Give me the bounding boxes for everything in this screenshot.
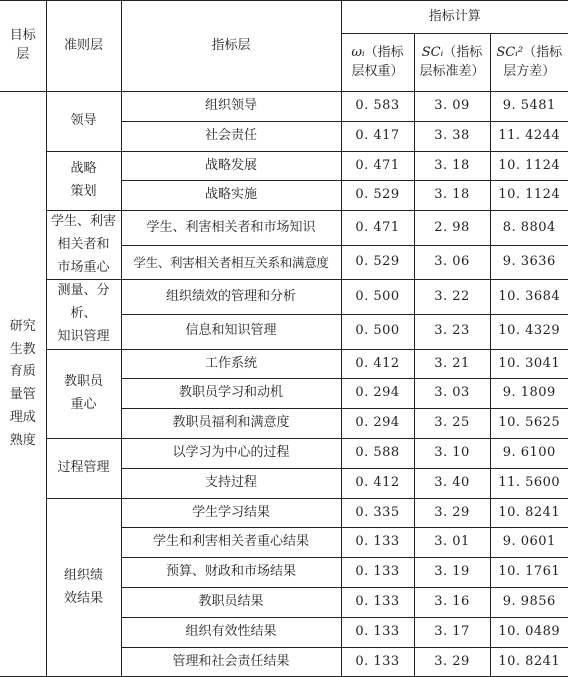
indicator-cell: 学生、利害相关者和市场知识 (121, 211, 341, 246)
weight-cell: 0. 500 (341, 280, 414, 315)
weight-cell: 0. 417 (341, 121, 414, 151)
indicator-cell: 组织领导 (121, 92, 341, 122)
weight-cell: 0. 412 (341, 468, 414, 498)
std-symbol: SCᵢ (421, 44, 444, 60)
indicator-cell: 教职员福利和满意度 (121, 409, 341, 439)
variance-symbol: SCᵢ² (496, 44, 524, 60)
criteria-cell: 领导 (46, 92, 121, 152)
table-row (0, 92, 568, 122)
std-cell: 3. 40 (414, 468, 490, 498)
variance-cell: 9. 9856 (490, 588, 568, 618)
variance-cell: 10. 1124 (490, 181, 568, 211)
std-label: （指标 层标准差） (419, 44, 485, 79)
weight-cell: 0. 529 (341, 181, 414, 211)
indicator-cell: 战略实施 (121, 181, 341, 211)
std-cell: 3. 19 (414, 558, 490, 588)
weight-cell: 0. 500 (341, 315, 414, 350)
table-row (0, 349, 568, 379)
variance-cell: 10. 0489 (490, 617, 568, 647)
indicator-cell: 教职员结果 (121, 588, 341, 618)
weight-cell: 0. 588 (341, 439, 414, 469)
std-cell: 2. 98 (414, 211, 490, 246)
indicator-cell: 信息和知识管理 (121, 315, 341, 350)
header-calc-group: 指标计算 (341, 1, 568, 34)
weight-cell: 0. 335 (341, 498, 414, 528)
variance-cell: 9. 5481 (490, 92, 568, 122)
variance-cell: 10. 3684 (490, 280, 568, 315)
table-row (0, 439, 568, 469)
variance-cell: 10. 1124 (490, 151, 568, 181)
std-cell: 3. 06 (414, 245, 490, 280)
weight-cell: 0. 412 (341, 349, 414, 379)
std-cell: 3. 16 (414, 588, 490, 618)
weight-cell: 0. 133 (341, 617, 414, 647)
header-variance (490, 34, 568, 92)
weight-cell: 0. 529 (341, 245, 414, 280)
indicator-cell: 教职员学习和动机 (121, 379, 341, 409)
table-row (0, 151, 568, 181)
std-cell: 3. 29 (414, 498, 490, 528)
std-cell: 3. 18 (414, 151, 490, 181)
table-row (0, 498, 568, 528)
variance-cell: 9. 0601 (490, 528, 568, 558)
std-cell: 3. 25 (414, 409, 490, 439)
indicator-cell: 战略发展 (121, 151, 341, 181)
variance-cell: 10. 5625 (490, 409, 568, 439)
header-target-layer: 目标 层 (0, 1, 46, 92)
std-cell: 3. 03 (414, 379, 490, 409)
header-weight (341, 34, 414, 92)
std-cell: 3. 18 (414, 181, 490, 211)
header-criteria-layer: 准则层 (46, 1, 121, 92)
variance-cell: 10. 1761 (490, 558, 568, 588)
indicator-cell: 组织有效性结果 (121, 617, 341, 647)
variance-cell: 11. 5600 (490, 468, 568, 498)
indicator-cell: 管理和社会责任结果 (121, 647, 341, 677)
variance-label: （指标 层方差） (503, 44, 563, 79)
std-cell: 3. 10 (414, 439, 490, 469)
weight-cell: 0. 471 (341, 151, 414, 181)
criteria-cell: 组织绩 效结果 (46, 498, 121, 677)
indicator-cell: 工作系统 (121, 349, 341, 379)
weight-cell: 0. 133 (341, 647, 414, 677)
std-cell: 3. 01 (414, 528, 490, 558)
header-indicator-layer: 指标层 (121, 1, 341, 92)
criteria-cell: 战略 策划 (46, 151, 121, 211)
indicator-cell: 学生和利害相关者重心结果 (121, 528, 341, 558)
criteria-cell: 学生、利害 相关者和 市场重心 (46, 211, 121, 280)
indicator-cell: 支持过程 (121, 468, 341, 498)
indicator-cell: 组织绩效的管理和分析 (121, 280, 341, 315)
criteria-cell: 教职员 重心 (46, 349, 121, 438)
table-row (0, 280, 568, 315)
std-cell: 3. 09 (414, 92, 490, 122)
weight-cell: 0. 294 (341, 409, 414, 439)
variance-cell: 10. 8241 (490, 647, 568, 677)
target-cell: 研究 生教 育质 量管 理成 熟度 (0, 92, 46, 677)
variance-cell: 10. 4329 (490, 315, 568, 350)
std-cell: 3. 21 (414, 349, 490, 379)
indicator-cell: 以学习为中心的过程 (121, 439, 341, 469)
weight-label: （指标 层权重） (351, 44, 404, 79)
indicator-cell: 学生学习结果 (121, 498, 341, 528)
weight-cell: 0. 133 (341, 558, 414, 588)
indicator-cell: 社会责任 (121, 121, 341, 151)
std-cell: 3. 38 (414, 121, 490, 151)
weight-cell: 0. 471 (341, 211, 414, 246)
weight-cell: 0. 583 (341, 92, 414, 122)
std-cell: 3. 17 (414, 617, 490, 647)
variance-cell: 9. 1809 (490, 379, 568, 409)
weight-cell: 0. 133 (341, 588, 414, 618)
variance-cell: 10. 8241 (490, 498, 568, 528)
criteria-cell: 过程管理 (46, 439, 121, 499)
variance-cell: 9. 6100 (490, 439, 568, 469)
table-row (0, 211, 568, 246)
variance-cell: 10. 3041 (490, 349, 568, 379)
std-cell: 3. 23 (414, 315, 490, 350)
std-cell: 3. 29 (414, 647, 490, 677)
indicator-cell: 预算、财政和市场结果 (121, 558, 341, 588)
weight-symbol: ωᵢ (351, 44, 365, 60)
variance-cell: 8. 8804 (490, 211, 568, 246)
criteria-cell: 测量、分析、 知识管理 (46, 280, 121, 349)
std-cell: 3. 22 (414, 280, 490, 315)
header-std (414, 34, 490, 92)
indicator-cell: 学生、利害相关者相互关系和满意度 (121, 245, 341, 280)
variance-cell: 9. 3636 (490, 245, 568, 280)
weight-cell: 0. 294 (341, 379, 414, 409)
variance-cell: 11. 4244 (490, 121, 568, 151)
weight-cell: 0. 133 (341, 528, 414, 558)
